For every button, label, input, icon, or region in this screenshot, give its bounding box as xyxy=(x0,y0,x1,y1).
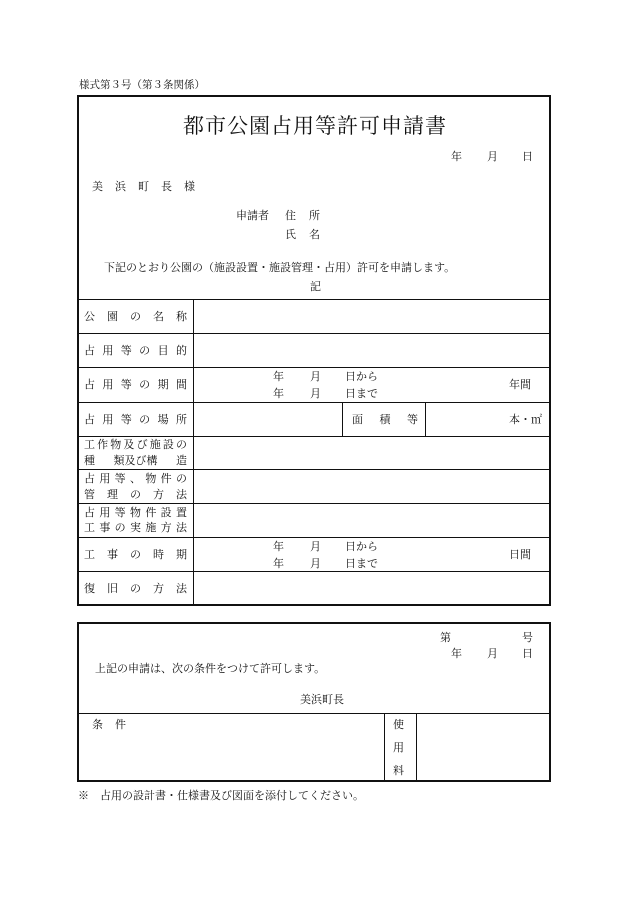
purpose-label: 占 用 等 の 目 的 xyxy=(84,344,187,357)
construction-from-month: 月 xyxy=(310,540,321,553)
applicant-address-label: 住 所 xyxy=(285,209,320,222)
date-year: 年 xyxy=(451,150,462,163)
construction-time-label: 工 事 の 時 期 xyxy=(84,548,187,561)
construction-from-year: 年 xyxy=(273,540,284,553)
construction-to-day: 日まで xyxy=(345,557,378,570)
management-label-1: 占 用 等 、 物 件 の xyxy=(84,472,187,485)
construction-method-label-2: 工 事 の 実 施 方 法 xyxy=(84,521,187,534)
conditions-label: 条 件 xyxy=(92,718,126,731)
area-label: 面 積 等 xyxy=(352,413,418,426)
period-to-month: 月 xyxy=(310,387,321,400)
structure-label-2: 種 類及び構 造 xyxy=(84,454,187,467)
permit-issuer: 美浜町長 xyxy=(300,693,344,706)
fee-label-3: 料 xyxy=(393,764,404,777)
ki-label: 記 xyxy=(310,280,321,293)
fee-label-1: 使 xyxy=(393,718,404,731)
construction-from-day: 日から xyxy=(345,540,378,553)
area-unit: 本・㎡ xyxy=(509,413,542,426)
period-to-year: 年 xyxy=(273,387,284,400)
management-label-2: 管 理 の 方 法 xyxy=(84,488,187,501)
date-day: 日 xyxy=(522,150,533,163)
permit-number-suffix: 号 xyxy=(522,631,533,644)
permit-text: 上記の申請は、次の条件をつけて許可します。 xyxy=(95,662,326,675)
period-unit: 年間 xyxy=(509,378,531,391)
place-label: 占 用 等 の 場 所 xyxy=(84,413,187,426)
period-to-day: 日まで xyxy=(345,387,378,400)
permit-date-year: 年 xyxy=(451,647,462,660)
permit-number-prefix: 第 xyxy=(440,631,451,644)
period-from-year: 年 xyxy=(273,370,284,383)
permit-date-day: 日 xyxy=(522,647,533,660)
date-month: 月 xyxy=(487,150,498,163)
construction-to-month: 月 xyxy=(310,557,321,570)
request-text: 下記のとおり公園の（施設設置・施設管理・占用）許可を申請します。 xyxy=(104,261,456,274)
fee-label-2: 用 xyxy=(393,741,404,754)
form-label: 様式第３号（第３条関係） xyxy=(79,79,205,91)
addressee: 美 浜 町 長 様 xyxy=(92,180,195,193)
period-label: 占 用 等 の 期 間 xyxy=(84,378,187,391)
period-from-day: 日から xyxy=(345,370,378,383)
period-from-month: 月 xyxy=(310,370,321,383)
construction-method-label-1: 占 用 等 物 件 設 置 xyxy=(84,506,187,519)
construction-unit: 日間 xyxy=(509,548,531,561)
form-title: 都市公園占用等許可申請書 xyxy=(183,114,447,138)
permit-date-month: 月 xyxy=(487,647,498,660)
restoration-label: 復 旧 の 方 法 xyxy=(84,582,187,595)
construction-to-year: 年 xyxy=(273,557,284,570)
applicant-name-label: 氏 名 xyxy=(285,228,320,241)
park-name-label: 公 園 の 名 称 xyxy=(84,310,187,323)
applicant-label: 申請者 xyxy=(236,209,269,222)
structure-label-1: 工 作 物 及 び 施 設 の xyxy=(84,438,187,451)
footnote: ※ 占用の設計書・仕様書及び図面を添付してください。 xyxy=(78,789,364,802)
